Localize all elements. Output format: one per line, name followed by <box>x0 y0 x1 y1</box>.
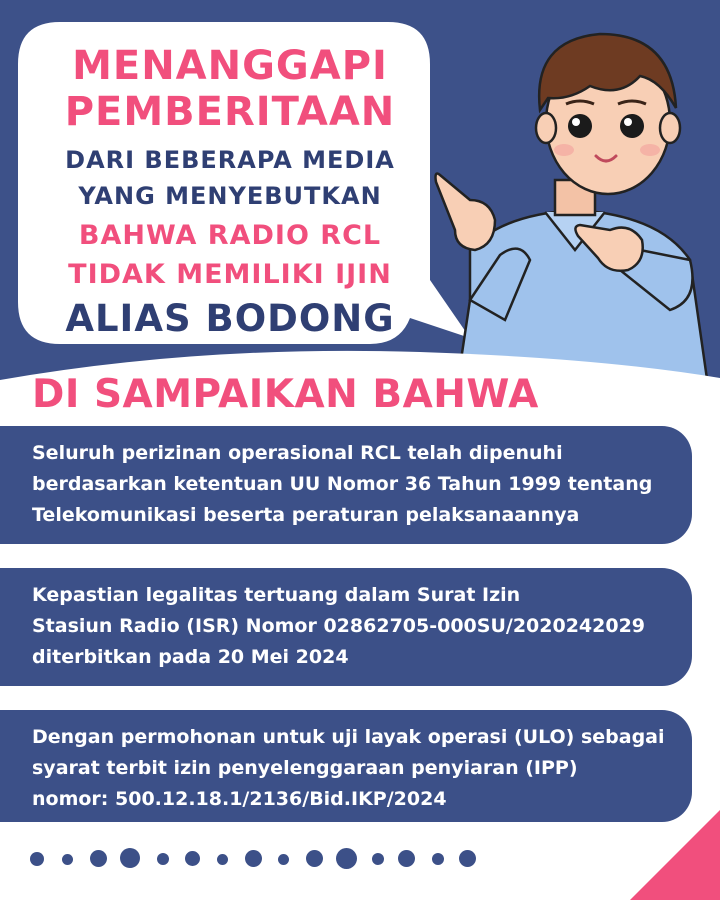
callout-1 <box>0 426 692 544</box>
dot <box>372 853 384 865</box>
callout-2-line-1: Kepastian legalitas tertuang dalam Surat Izin <box>32 584 521 606</box>
headline-line-6: TIDAK MEMILIKI IJIN <box>68 259 392 290</box>
dot <box>336 848 357 869</box>
dot <box>90 850 107 867</box>
headline-line-1: MENANGGAPI <box>72 43 388 89</box>
callout-1-line-2: berdasarkan ketentuan UU Nomor 36 Tahun 1999 tentang <box>32 473 653 495</box>
headline-line-2: PEMBERITAAN <box>64 89 396 135</box>
dot <box>157 853 169 865</box>
section-title: DI SAMPAIKAN BAHWA <box>32 372 539 417</box>
callout-3 <box>0 710 692 822</box>
dot <box>278 854 289 865</box>
dot <box>30 852 44 866</box>
headline-line-4: YANG MENYEBUTKAN <box>78 182 382 210</box>
headline-line-7: ALIAS BODONG <box>65 297 395 340</box>
dot <box>217 854 228 865</box>
callout-2-line-2: Stasiun Radio (ISR) Nomor 02862705-000SU/2020242029 <box>32 615 646 637</box>
callout-1-line-1: Seluruh perizinan operasional RCL telah dipenuhi <box>32 442 563 464</box>
callout-3-line-1: Dengan permohonan untuk uji layak operasi (ULO) sebagai <box>32 726 665 748</box>
callout-3-line-3: nomor: 500.12.18.1/2136/Bid.IKP/2024 <box>32 788 447 810</box>
callout-1-line-3: Telekomunikasi beserta peraturan pelaksanaannya <box>32 504 580 526</box>
dot <box>62 854 73 865</box>
callout-3-line-2: syarat terbit izin penyelenggaraan penyiaran (IPP) <box>32 757 578 779</box>
dot <box>306 850 323 867</box>
dot <box>432 853 444 865</box>
callout-2-line-3: diterbitkan pada 20 Mei 2024 <box>32 646 349 668</box>
dot <box>120 848 140 868</box>
headline-line-3: DARI BEBERAPA MEDIA <box>65 146 395 174</box>
callout-2 <box>0 568 692 686</box>
dot <box>459 850 476 867</box>
dot <box>245 850 262 867</box>
dot <box>185 851 200 866</box>
headline-line-5: BAHWA RADIO RCL <box>78 220 382 251</box>
dot <box>398 850 415 867</box>
